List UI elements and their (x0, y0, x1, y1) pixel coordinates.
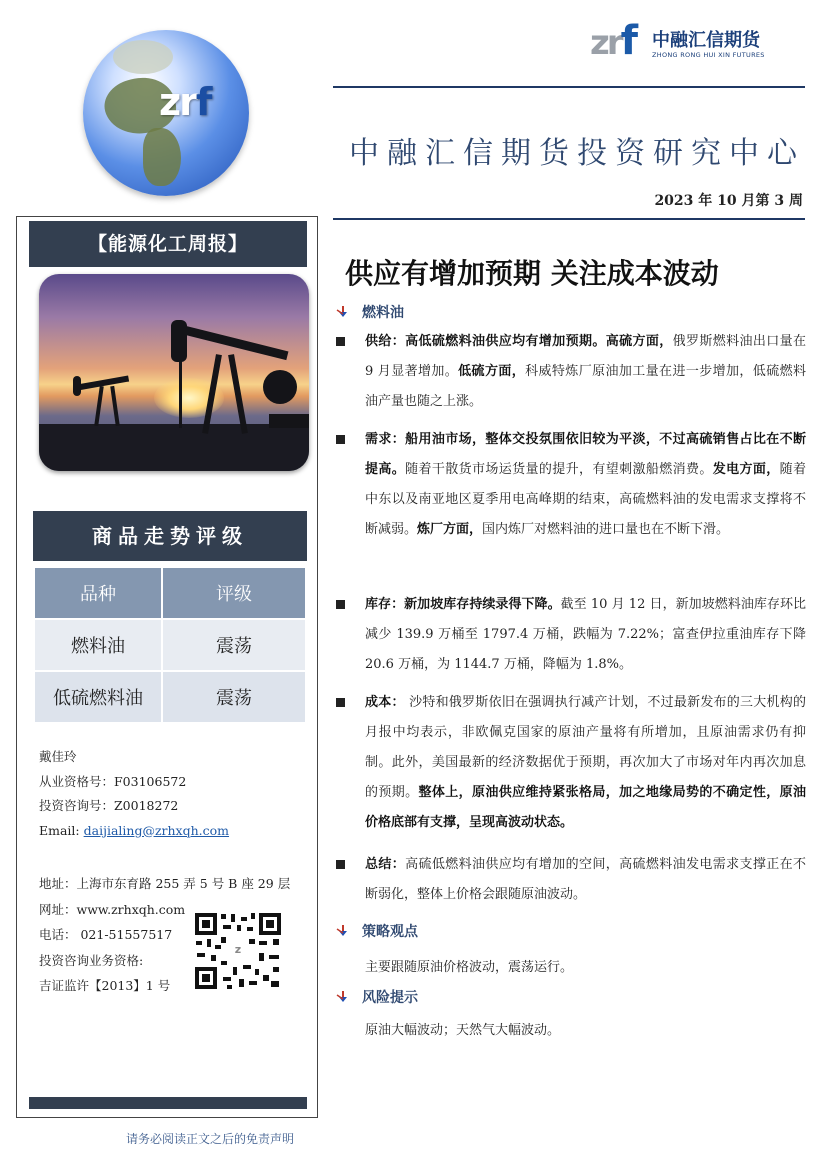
email-label: Email: (39, 822, 84, 838)
summary-paragraph: 总结：高硫低燃料油供应均有增加的空间，高硫燃料油发电需求支撑正在不断弱化，整体上价格会跟随原油波动。 (336, 850, 806, 910)
commodity-cell: 低硫燃料油 (35, 672, 161, 722)
oil-pump-photo (39, 274, 309, 471)
qualification-value: 吉证监许【2013】1 号 (39, 978, 171, 993)
bullet-square-icon (336, 600, 345, 609)
qr-code-icon (193, 911, 283, 991)
arrow-down-icon (336, 305, 350, 319)
company-logo (590, 18, 780, 64)
rating-table (33, 566, 307, 724)
globe-logo (83, 30, 249, 196)
rating-table-header (35, 568, 305, 618)
phone-line: 电话： 021-51557517 (39, 927, 173, 942)
header-divider (333, 86, 805, 88)
risk-text: 原油大幅波动；天然气大幅波动。 (365, 1023, 561, 1038)
globe-logo-mark: zrf (159, 80, 211, 124)
section-heading-risk: 风险提示 (336, 987, 418, 1007)
bullet-square-icon (336, 435, 345, 444)
logo-name-en: ZHONG RONG HUI XIN FUTURES (652, 51, 765, 59)
arrow-down-icon (336, 990, 350, 1004)
disclaimer-note: 请务必阅读正文之后的免责声明 (126, 1132, 295, 1146)
analyst-name: 戴佳玲 (39, 749, 77, 764)
website-line: 网址：www.zrhxqh.com (39, 901, 186, 917)
cost-paragraph: 成本： 沙特和俄罗斯依旧在强调执行减产计划，不过最新发布的三大机构的月报中均表示，非欧佩克国家的原油产量将有所增加，且原油需求仍有抑制。此外，美国最新的经济数据优于预期，再次加大了市场对年内再次加息的预期。整体上，原油供应维持紧张格局，加之地缘局势的不确定性，原油价格底部有支撑，呈现高波动状态。 (336, 688, 806, 838)
bullet-square-icon (336, 698, 345, 707)
rating-cell: 震荡 (163, 672, 305, 722)
report-date: 2023 年 10 月第 3 周 (654, 193, 803, 209)
rating-cell: 震荡 (163, 620, 305, 670)
logo-mark: zrf (590, 18, 635, 64)
license-number: 从业资格号：F03106572 (39, 773, 187, 789)
strategy-text: 主要跟随原油价格波动，震荡运行。 (365, 960, 574, 975)
sidebar (16, 216, 318, 1118)
email-link[interactable]: daijialing@zrhxqh.com (83, 822, 230, 838)
date-divider (333, 218, 805, 220)
svg-text:z: z (234, 943, 242, 956)
demand-paragraph: 需求：船用油市场，整体交投氛围依旧较为平淡，不过高硫销售占比在不断提高。随着干散货市场运货量的提升，有望刺激船燃消费。发电方面，随着中东以及南亚地区夏季用电高峰期的结束，高硫燃料油的发电需求支撑将不断减弱。炼厂方面，国内炼厂对燃料油的进口量也在不断下滑。 (336, 425, 806, 545)
report-headline: 供应有增加预期 关注成本波动 (345, 257, 719, 290)
report-type-header: 【能源化工周报】 (29, 221, 307, 267)
section-heading-fuel-oil: 燃料油 (336, 302, 404, 322)
qualification-label: 投资咨询业务资格: (39, 952, 144, 968)
bullet-square-icon (336, 860, 345, 869)
commodity-cell: 燃料油 (35, 620, 161, 670)
header-cell: 品种 (35, 568, 161, 618)
bullet-square-icon (336, 337, 345, 346)
supply-paragraph: 供给：高低硫燃料油供应均有增加预期。高硫方面，俄罗斯燃料油出口量在 9 月显著增加。低硫方面，科威特炼厂原油加工量在进一步增加，低硫燃料油产量也随之上涨。 (336, 327, 806, 417)
rating-title: 商品走势评级 (33, 511, 307, 561)
logo-name-cn: 中融汇信期货 (652, 30, 760, 51)
analyst-contact (39, 745, 229, 843)
advisory-number: 投资咨询号：Z0018272 (39, 798, 179, 813)
sidebar-footer-bar (29, 1097, 307, 1109)
arrow-down-icon (336, 924, 350, 938)
table-row (35, 620, 305, 670)
address-line: 地址：上海市东育路 255 弄 5 号 B 座 29 层 (39, 876, 291, 891)
table-row (35, 672, 305, 722)
research-center-title: 中融汇信期货投资研究中心 (349, 136, 805, 171)
inventory-paragraph: 库存：新加坡库存持续录得下降。截至 10 月 12 日，新加坡燃料油库存环比减少 139.9 万桶至 1797.4 万桶，跌幅为 7.22%；富查伊拉重油库存下降 20.6 万桶，为 1144.7 万桶，降幅为 1.8%。 (336, 590, 806, 680)
header-cell: 评级 (163, 568, 305, 618)
section-heading-strategy: 策略观点 (336, 921, 418, 941)
